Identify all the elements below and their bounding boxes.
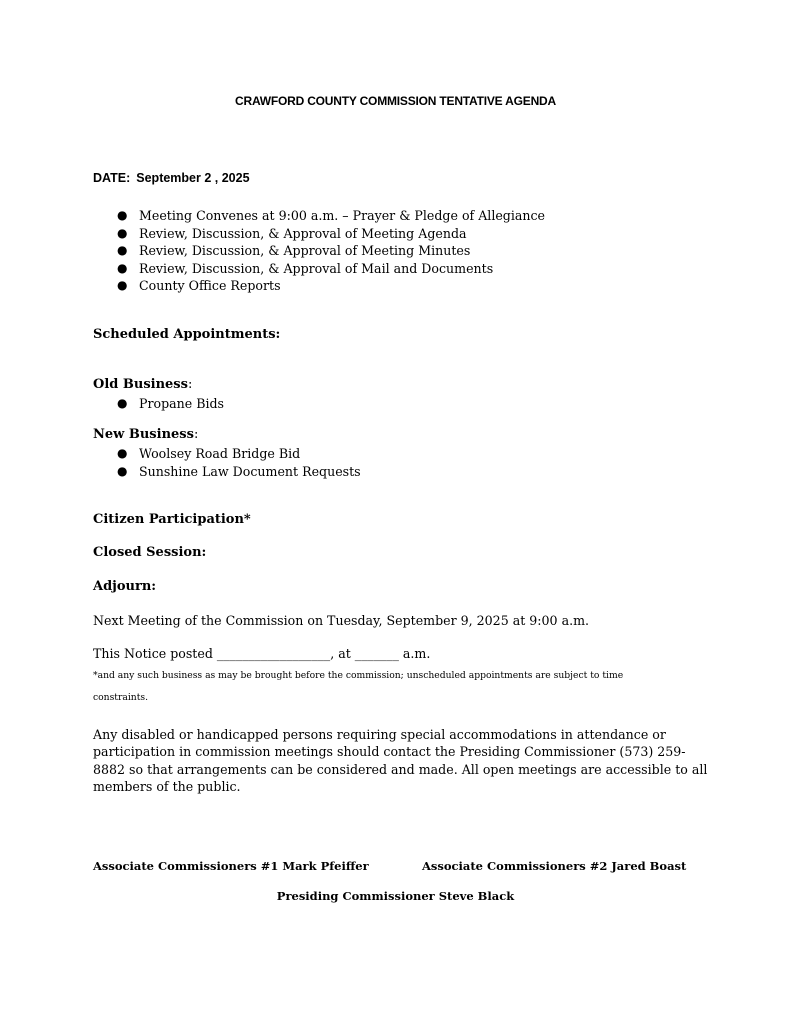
- bullet-icon: ●: [117, 225, 128, 240]
- old-business-list: [116, 395, 224, 413]
- list-item: ● Propane Bids: [117, 396, 225, 411]
- page-title: CRAWFORD COUNTY COMMISSION TENTATIVE AGENDA: [235, 94, 556, 108]
- new-business-list: [116, 445, 361, 480]
- bullet-icon: ●: [117, 243, 128, 257]
- notice-posted-text: This Notice posted __________________, at _______ a.m.: [93, 646, 431, 661]
- bullet-icon: ●: [117, 260, 128, 275]
- citizen-participation-heading: Citizen Participation*: [93, 512, 251, 527]
- footnote-line-2: constraints.: [93, 692, 149, 703]
- scheduled-appointments-heading: Scheduled Appointments:: [93, 327, 281, 342]
- list-item: ● Review, Discussion, & Approval of Meeting Minutes: [117, 243, 471, 258]
- list-item: ● County Office Reports: [117, 278, 281, 293]
- closed-session-heading: Closed Session:: [93, 545, 207, 560]
- date-value: September 2 , 2025: [136, 171, 250, 185]
- associate-commissioner-1: Associate Commissioners #1 Mark Pfeiffer: [93, 859, 369, 873]
- list-item: ● Sunshine Law Document Requests: [117, 463, 361, 479]
- presiding-commissioner: Presiding Commissioner Steve Black: [276, 889, 515, 903]
- accessibility-notice: Any disabled or handicapped persons requiring special accommodations in attendance or participation in commission meetings should contact the Presiding Commissioner (573) 259-8882 so that arrangements can be considered and made. All open meetings are accessible to all members of the public.: [93, 727, 708, 794]
- list-item: ● Woolsey Road Bridge Bid: [117, 446, 301, 461]
- bullet-icon: ●: [117, 278, 128, 292]
- list-item: ● Review, Discussion, & Approval of Meeting Agenda: [117, 225, 467, 241]
- meeting-date: [93, 171, 250, 185]
- list-item: ● Meeting Convenes at 9:00 a.m. – Prayer & Pledge of Allegiance: [117, 208, 546, 223]
- next-meeting-text: Next Meeting of the Commission on Tuesday, September 9, 2025 at 9:00 a.m.: [93, 613, 590, 628]
- bullet-icon: ●: [117, 208, 128, 222]
- footnote-line-1: *and any such business as may be brought before the commission; unscheduled appointments are subject to time: [93, 670, 624, 681]
- associate-commissioner-2: Associate Commissioners #2 Jared Boast: [422, 859, 687, 873]
- opening-items-list: [116, 207, 545, 295]
- old-business-heading: Old Business:: [93, 377, 193, 392]
- bullet-icon: ●: [117, 446, 128, 460]
- bullet-icon: ●: [117, 463, 128, 478]
- adjourn-heading: Adjourn:: [93, 579, 157, 594]
- date-label: DATE:: [93, 171, 131, 185]
- bullet-icon: ●: [117, 396, 128, 410]
- new-business-heading: New Business:: [93, 427, 199, 442]
- list-item: ● Review, Discussion, & Approval of Mail and Documents: [117, 260, 494, 276]
